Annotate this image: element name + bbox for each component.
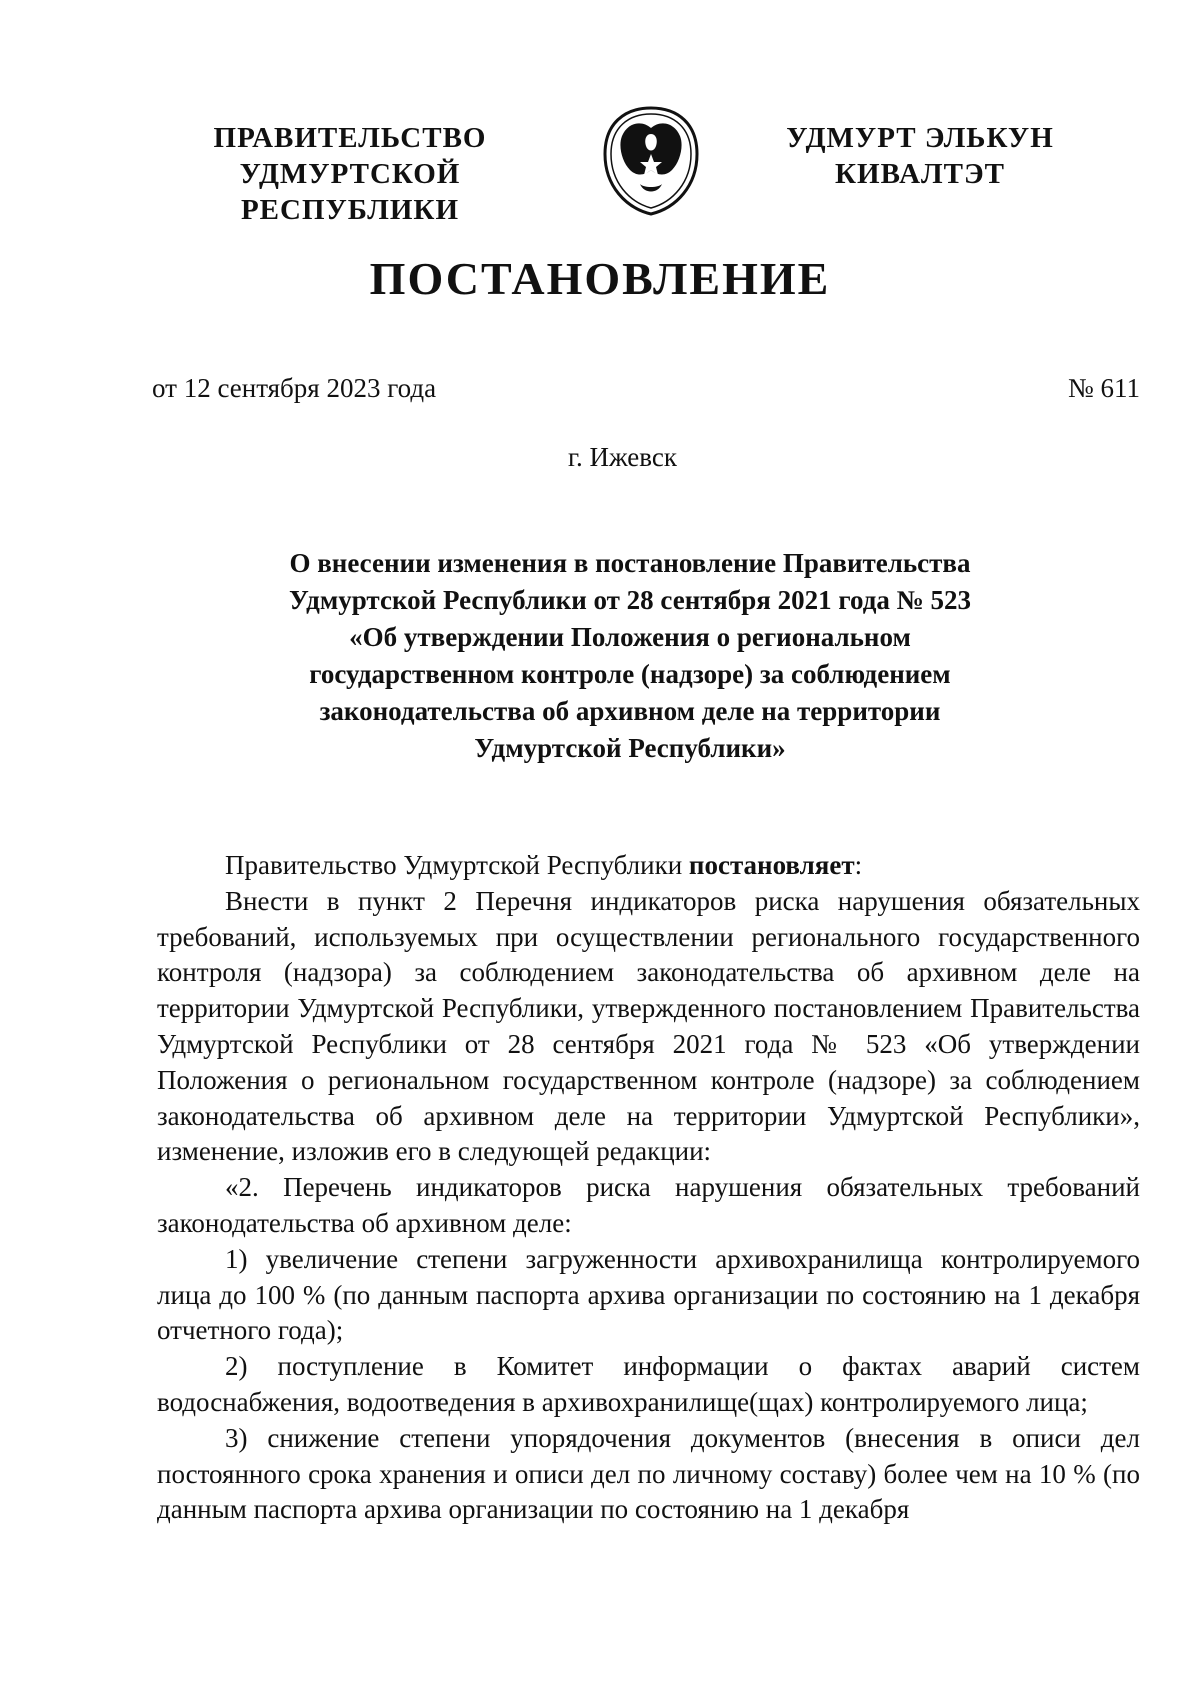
list-item-2: 2) поступление в Комитет информации о фактах аварий систем водоснабжения, водоотведения в архивохранилище(щах) контролируемого лица; bbox=[157, 1351, 1140, 1417]
subject-line: законодательства об архивном деле на территории bbox=[319, 696, 941, 726]
intro-paragraph bbox=[157, 848, 1140, 884]
intro-colon: : bbox=[854, 850, 863, 880]
intro-verb: постановляет bbox=[688, 850, 855, 880]
subject-line: О внесении изменения в постановление Правительства bbox=[289, 548, 971, 578]
subject-line: Удмуртской Республики» bbox=[474, 733, 786, 763]
subject-line: Удмуртской Республики от 28 сентября 2021 года № 523 bbox=[288, 585, 972, 615]
udmurtia-coat-of-arms-icon bbox=[600, 104, 702, 218]
document-number: № 611 bbox=[1067, 373, 1140, 403]
document-type-title: ПОСТАНОВЛЕНИЕ bbox=[369, 253, 831, 304]
government-name-udmurt-line1: УДМУРТ ЭЛЬКУН bbox=[786, 122, 1054, 154]
government-name-udmurt bbox=[770, 120, 1070, 192]
document-body bbox=[157, 848, 1140, 1528]
subject-line: государственном контроле (надзоре) за соблюдением bbox=[309, 659, 951, 689]
intro-text: Правительство Удмуртской Республики bbox=[225, 850, 689, 880]
document-city: г. Ижевск bbox=[567, 442, 677, 472]
subject-line: «Об утверждении Положения о региональном bbox=[349, 622, 911, 652]
paragraph-2: «2. Перечень индикаторов риска нарушения обязательных требований законодательства об архивном деле: bbox=[157, 1172, 1140, 1238]
document-date: от 12 сентября 2023 года bbox=[152, 373, 437, 403]
government-name-line2: УДМУРТСКОЙ РЕСПУБЛИКИ bbox=[239, 158, 461, 226]
government-name-line1: ПРАВИТЕЛЬСТВО bbox=[213, 122, 487, 154]
government-name-russian bbox=[130, 120, 570, 228]
paragraph-1: Внести в пункт 2 Перечня индикаторов риска нарушения обязательных требований, используемых при осуществлении регионального государственного контроля (надзора) за соблюдением законодательства об архивном деле на территории Удмуртской Республики, утвержденного постановлением Правительства Удмуртской Республики от 28 сентября 2021 года № 523 «Об утверждении Положения о региональном государственном контроле (надзоре) за соблюдением законодательства об архивном деле на территории Удмуртской Республики», изменение, изложив его в следующей редакции: bbox=[157, 885, 1140, 1167]
government-name-udmurt-line2: КИВАЛТЭТ bbox=[834, 158, 1005, 190]
list-item-1: 1) увеличение степени загруженности архивохранилища контролируемого лица до 100 % (по данным паспорта архива организации по состоянию на 1 декабря отчетного года); bbox=[157, 1243, 1140, 1346]
list-item-3: 3) снижение степени упорядочения документов (внесения в описи дел постоянного срока хранения и описи дел по личному составу) более чем на 10 % (по данным паспорта архива организации по состоянию на 1 декабря bbox=[157, 1422, 1140, 1525]
document-subject bbox=[230, 545, 1030, 767]
